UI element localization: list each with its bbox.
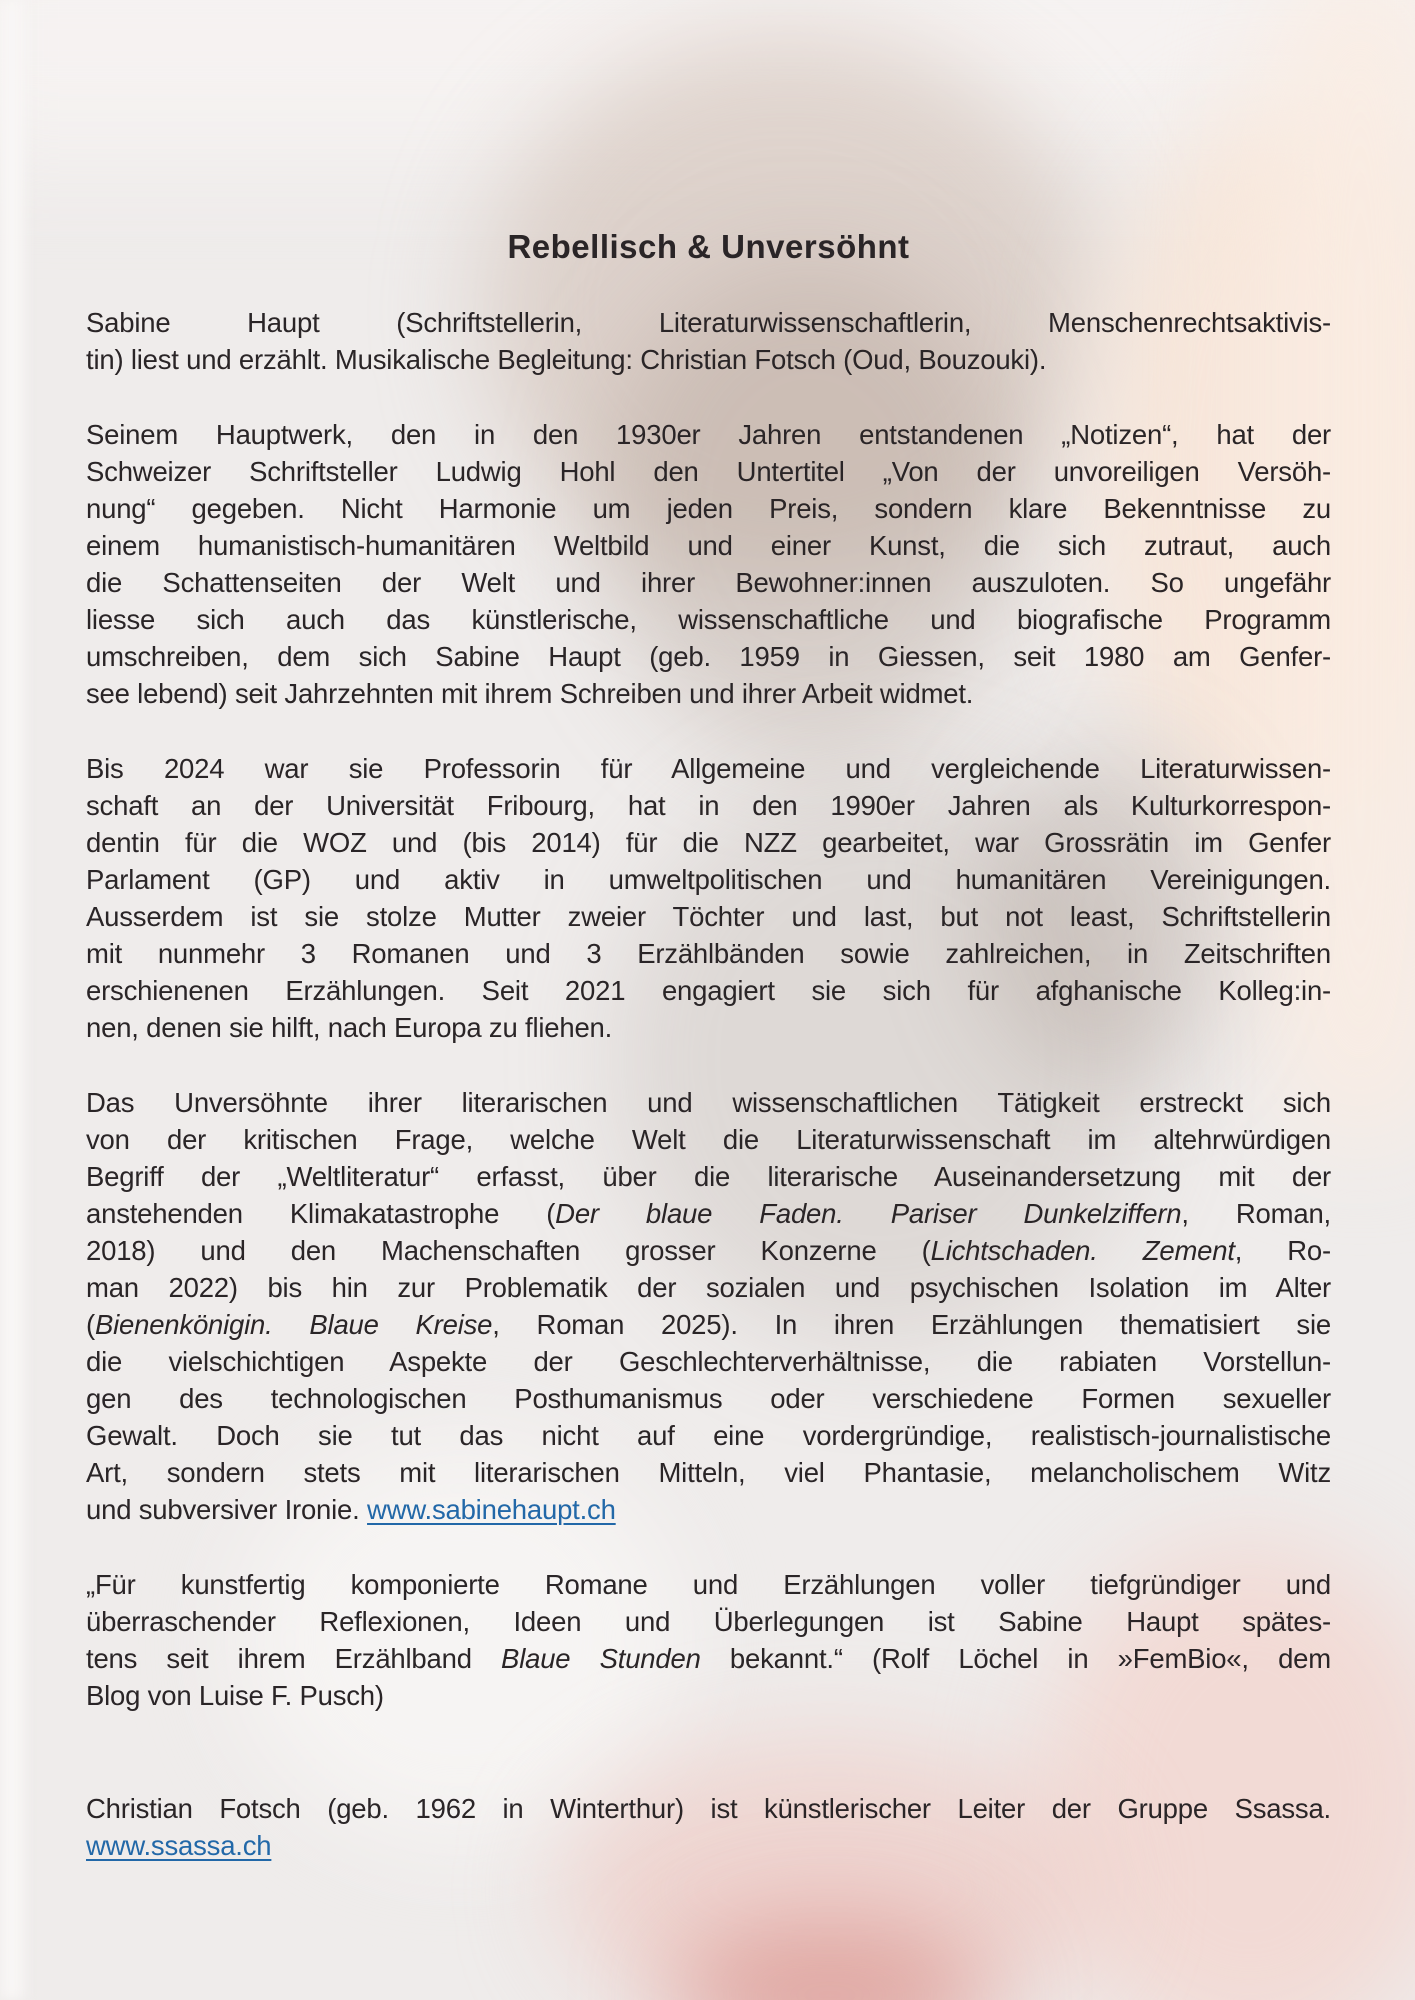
paragraph xyxy=(86,1790,1331,1864)
text-line xyxy=(86,453,1331,490)
text-segment: überraschender Reflexionen, Ideen und Überlegungen ist Sabine Haupt spätes- xyxy=(86,1606,1331,1637)
text-line xyxy=(86,1380,1331,1417)
text-segment: Seinem Hauptwerk, den in den 1930er Jahren entstandenen „Notizen“, hat der xyxy=(86,419,1331,450)
text-line xyxy=(86,1677,1331,1714)
text-segment: Art, sondern stets mit literarischen Mitteln, viel Phantasie, melancholischem Witz xyxy=(86,1457,1331,1488)
text-segment: liesse sich auch das künstlerische, wissenschaftliche und biografische Programm xyxy=(86,604,1331,635)
text-segment: 2018) und den Machenschaften grosser Konzerne ( xyxy=(86,1235,931,1266)
text-line xyxy=(86,1417,1331,1454)
text-segment: Christian Fotsch (geb. 1962 in Winterthur) ist künstlerischer Leiter der Gruppe Ssassa. xyxy=(86,1793,1331,1824)
text-line xyxy=(86,564,1331,601)
text-segment: nen, denen sie hilft, nach Europa zu fliehen. xyxy=(86,1012,613,1043)
text-segment: , Roman 2025). In ihren Erzählungen thematisiert sie xyxy=(492,1309,1331,1340)
book-title: Lichtschaden. Zement xyxy=(930,1235,1235,1266)
paragraph xyxy=(86,416,1331,712)
text-line xyxy=(86,1269,1331,1306)
text-segment: see lebend) seit Jahrzehnten mit ihrem Schreiben und ihrer Arbeit widmet. xyxy=(86,678,974,709)
text-segment: die vielschichtigen Aspekte der Geschlechterverhältnisse, die rabiaten Vorstellun- xyxy=(86,1346,1331,1377)
text-segment: man 2022) bis hin zur Problematik der sozialen und psychischen Isolation im Alter xyxy=(86,1272,1331,1303)
text-line xyxy=(86,1790,1331,1827)
text-segment: Begriff der „Weltliteratur“ erfasst, über die literarische Auseinandersetzung mit der xyxy=(86,1161,1331,1192)
text-line xyxy=(86,1640,1331,1677)
text-line xyxy=(86,304,1331,341)
text-line xyxy=(86,341,1331,378)
text-segment: einem humanistisch-humanitären Weltbild und einer Kunst, die sich zutraut, auch xyxy=(86,530,1331,561)
text-line xyxy=(86,1158,1331,1195)
text-segment: die Schattenseiten der Welt und ihrer Bewohner:innen auszuloten. So ungefähr xyxy=(86,567,1331,598)
text-segment: Gewalt. Doch sie tut das nicht auf eine vordergründige, realistisch-journalistische xyxy=(86,1420,1331,1451)
text-segment: und subversiver Ironie. xyxy=(86,1494,368,1525)
text-line xyxy=(86,1306,1331,1343)
text-line xyxy=(86,750,1331,787)
text-segment: Das Unversöhnte ihrer literarischen und wissenschaftlichen Tätigkeit erstreckt sich xyxy=(86,1087,1331,1118)
text-segment: , Roman, xyxy=(1181,1198,1331,1229)
text-segment: Parlament (GP) und aktiv in umweltpolitischen und humanitären Vereinigungen. xyxy=(86,864,1331,895)
text-line xyxy=(86,898,1331,935)
text-line xyxy=(86,787,1331,824)
text-line xyxy=(86,1454,1331,1491)
text-line xyxy=(86,824,1331,861)
text-line xyxy=(86,935,1331,972)
book-title: Der blaue Faden. Pariser Dunkelziffern xyxy=(555,1198,1182,1229)
book-title: Bienenkönigin. Blaue Kreise xyxy=(94,1309,493,1340)
text-line xyxy=(86,1195,1331,1232)
page-title: Rebellisch & Unversöhnt xyxy=(507,228,910,265)
text-line xyxy=(86,972,1331,1009)
text-segment: Bis 2024 war sie Professorin für Allgemeine und vergleichende Literaturwissen- xyxy=(86,753,1331,784)
paragraph xyxy=(86,304,1331,378)
text-segment: gen des technologischen Posthumanismus oder verschiedene Formen sexueller xyxy=(86,1383,1331,1414)
body-text xyxy=(86,304,1331,1864)
text-line xyxy=(86,861,1331,898)
sabinehaupt-link[interactable]: www.sabinehaupt.ch xyxy=(367,1494,616,1525)
text-segment: , Ro- xyxy=(1234,1235,1331,1266)
text-segment: erschienenen Erzählungen. Seit 2021 engagiert sie sich für afghanische Kolleg:in- xyxy=(86,975,1331,1006)
text-line xyxy=(86,1491,1331,1528)
text-segment: umschreiben, dem sich Sabine Haupt (geb. 1959 in Giessen, seit 1980 am Genfer- xyxy=(86,641,1331,672)
paragraph xyxy=(86,1084,1331,1528)
book-title: Blaue Stunden xyxy=(501,1643,701,1674)
text-segment: Blog von Luise F. Pusch) xyxy=(86,1680,384,1711)
text-segment: anstehenden Klimakatastrophe ( xyxy=(86,1198,556,1229)
text-line xyxy=(86,527,1331,564)
text-segment: dentin für die WOZ und (bis 2014) für die NZZ gearbeitet, war Grossrätin im Genfer xyxy=(86,827,1331,858)
text-segment: Schweizer Schriftsteller Ludwig Hohl den Untertitel „Von der unvoreiligen Versöh- xyxy=(86,456,1331,487)
text-line xyxy=(86,1603,1331,1640)
text-line xyxy=(86,490,1331,527)
text-segment: Ausserdem ist sie stolze Mutter zweier Töchter und last, but not least, Schriftstellerin xyxy=(86,901,1331,932)
text-line xyxy=(86,1827,1331,1864)
text-line xyxy=(86,638,1331,675)
text-line xyxy=(86,1084,1331,1121)
text-segment: ( xyxy=(86,1309,95,1340)
text-segment: tens seit ihrem Erzählband xyxy=(86,1643,502,1674)
text-line xyxy=(86,416,1331,453)
text-line xyxy=(86,675,1331,712)
text-line xyxy=(86,601,1331,638)
text-segment: „Für kunstfertig komponierte Romane und Erzählungen voller tiefgründiger und xyxy=(86,1569,1331,1600)
text-line xyxy=(86,1566,1331,1603)
text-segment: mit nunmehr 3 Romanen und 3 Erzählbänden sowie zahlreichen, in Zeitschriften xyxy=(86,938,1331,969)
paragraph xyxy=(86,1566,1331,1714)
text-segment: tin) liest und erzählt. Musikalische Begleitung: Christian Fotsch (Oud, Bouzouki). xyxy=(86,344,1047,375)
text-line xyxy=(86,1009,1331,1046)
paragraph xyxy=(86,750,1331,1046)
text-segment: Sabine Haupt (Schriftstellerin, Literaturwissenschaftlerin, Menschenrechtsaktivis- xyxy=(86,307,1331,338)
text-segment: nung“ gegeben. Nicht Harmonie um jeden Preis, sondern klare Bekenntnisse zu xyxy=(86,493,1331,524)
text-line xyxy=(86,1343,1331,1380)
ssassa-link[interactable]: www.ssassa.ch xyxy=(86,1830,272,1861)
text-segment: schaft an der Universität Fribourg, hat in den 1990er Jahren als Kulturkorrespon- xyxy=(86,790,1331,821)
text-line xyxy=(86,1232,1331,1269)
text-segment: bekannt.“ (Rolf Löchel in »FemBio«, dem xyxy=(700,1643,1331,1674)
text-segment: von der kritischen Frage, welche Welt die Literaturwissenschaft im altehrwürdigen xyxy=(86,1124,1331,1155)
text-line xyxy=(86,1121,1331,1158)
